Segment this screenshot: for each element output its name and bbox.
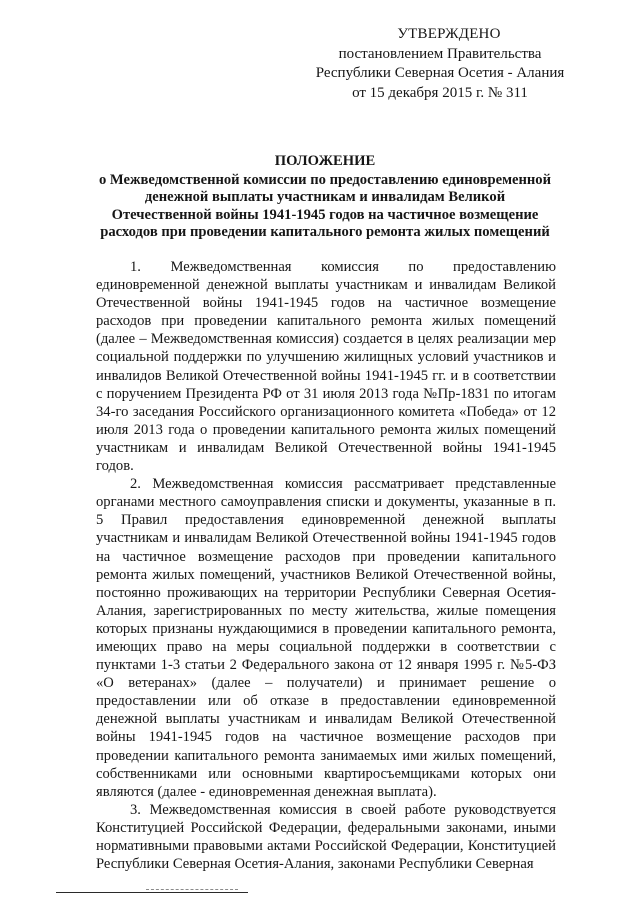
paragraph-3: 3. Межведомственная комиссия в своей работе руководствуется Конституцией Российской Федерации, федеральными законами, иными нормативными правовыми актами Российской Федерации, Конституцией Республики Северная Осетия-Алания, законами Республики Северная bbox=[96, 801, 556, 873]
paragraph-2: 2. Межведомственная комиссия рассматривает представленные органами местного самоуправления списки и документы, указанные в п. 5 Правил предоставления единовременной денежной выплаты участникам и инвалидам Великой Отечественной войны 1941-1945 годов на частичное возмещение расходов при проведении капитального ремонта жилых помещений, участников Великой Отечественной войны, постоянно проживающих на территории Республики Северная Осетия-Алания, зарегистрированных по месту жительства, жилые помещения которых признаны нуждающимися в проведении капитального ремонта, имеющих право на меры социальной поддержки в соответствии с пунктами 1-3 статьи 2 Федерального закона от 12 января 1995 г. №5-ФЗ «О ветеранах» (далее – получатели) и принимает решение о предоставлении или об отказе в предоставлении единовременной денежной выплаты участникам и инвалидам Великой Отечественной войны 1941-1945 годов на частичное возмещение расходов при проведении капитального ремонта занимаемых ими жилых помещений, собственниками или основными квартиросъемщиками которых они являются (далее - единовременная денежная выплата). bbox=[96, 476, 556, 800]
document-title: ПОЛОЖЕНИЕ bbox=[274, 153, 376, 169]
document-subtitle: о Межведомственной комиссии по предоставлению единовременной денежной выплаты участникам и инвалидам Великой Отечественной войны 1941-1945 годов на частичное возмещение расходов при проведении капитального ремонта жилых помещений bbox=[98, 171, 552, 241]
approval-line-decree: постановлением Правительства bbox=[338, 45, 542, 62]
document-title-block bbox=[96, 153, 554, 242]
approval-line-republic: Республики Северная Осетия - Алания bbox=[315, 65, 565, 81]
footnote-divider bbox=[56, 892, 248, 893]
approval-heading: УТВЕРЖДЕНО bbox=[397, 26, 501, 42]
document-body bbox=[96, 258, 556, 873]
approval-stamp-block bbox=[300, 25, 580, 103]
approval-line-date-number: от 15 декабря 2015 г. № 311 bbox=[352, 84, 528, 101]
paragraph-1: 1. Межведомственная комиссия по предоставлению единовременной денежной выплаты участникам и инвалидам Великой Отечественной войны 1941-1945 годов на частичное возмещение расходов при проведении капитального ремонта жилых помещений (далее – Межведомственная комиссия) создается в целях реализации мер социальной поддержки по улучшению жилищных условий участников и инвалидов Великой Отечественной войны 1941-1945 гг. и в соответствии с поручением Президента РФ от 31 июля 2013 года №Пр-1831 по итогам 34-го заседания Российского организационного комитета «Победа» от 12 июля 2013 года о проведении капитального ремонта жилых помещений участникам и инвалидам Великой Отечественной войны 1941-1945 годов. bbox=[96, 259, 556, 475]
footnote-divider-dashes bbox=[146, 889, 238, 890]
